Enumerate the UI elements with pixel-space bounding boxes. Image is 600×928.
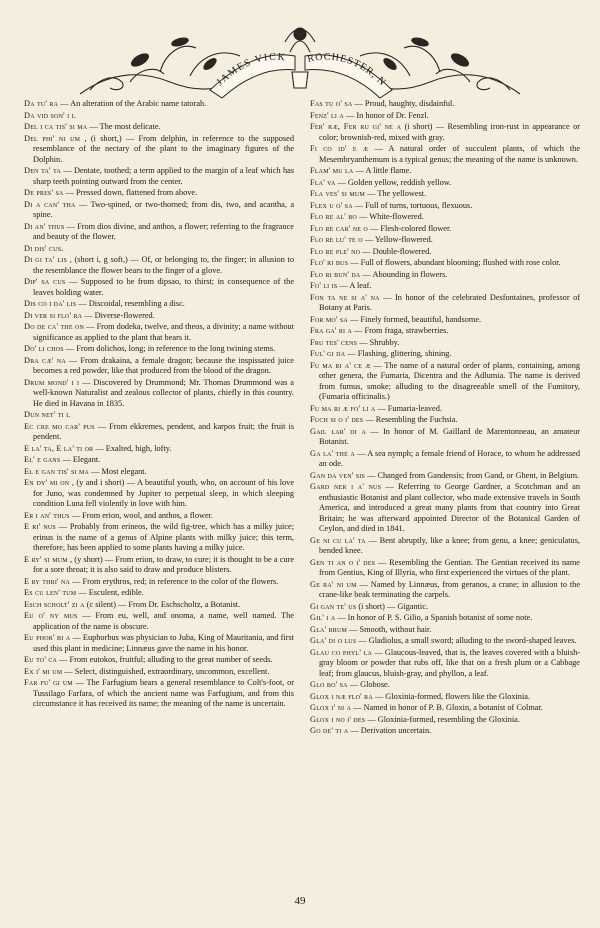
dictionary-entry: [310, 338, 580, 349]
entry-headword: Flam' mu la: [310, 166, 354, 175]
entry-definition: (i short) — Gigantic.: [358, 601, 428, 611]
dictionary-entry: [310, 715, 580, 726]
dictionary-entry: [24, 311, 294, 322]
entry-headword: Fon ta ne si a' na: [310, 292, 380, 302]
dictionary-entry: [24, 410, 294, 421]
dictionary-entry: [310, 224, 580, 235]
entry-headword: Glox i næ flo' ra: [310, 691, 373, 701]
entry-definition: — Fumaria-leaved.: [377, 403, 442, 413]
entry-definition: — Elegant.: [62, 455, 101, 464]
dictionary-entry: [24, 322, 294, 343]
entry-headword: Gi gan te' us: [310, 601, 357, 611]
entry-definition: — Full of flowers, abundant blooming; flushed with rose color.: [350, 258, 561, 267]
dictionary-entry: [310, 625, 580, 636]
dictionary-entry: [310, 648, 580, 680]
entry-headword: Di gi ta' lis: [24, 255, 68, 264]
entry-definition: — From drakaina, a female dragon; because the inspissated juice becomes a red powder, like that produced from the blood of the dragon.: [33, 355, 294, 375]
dictionary-entry: [24, 255, 294, 276]
dictionary-entry: [24, 422, 294, 443]
dictionary-entry: [310, 536, 580, 557]
right-column: [310, 99, 580, 879]
dictionary-entry: [310, 471, 580, 482]
dictionary-entry: [310, 613, 580, 624]
entry-headword: Ec cre mo car' pus: [24, 421, 95, 431]
entry-headword: Ga la' the a: [310, 448, 355, 458]
entry-headword: Gla' brum: [310, 624, 348, 634]
entry-headword: Fer' ræ, Fer ru gi' ne a: [310, 122, 402, 131]
entry-headword: Flo re lu' te o: [310, 235, 363, 244]
entry-headword: Glox i' ni a: [310, 703, 352, 712]
entry-headword: Dip' sa cus: [24, 277, 66, 286]
entry-headword: For mo' sa: [310, 314, 348, 324]
entry-headword: E ri' nus: [24, 522, 56, 531]
entry-headword: Gla' di o lus: [310, 636, 357, 645]
dictionary-entry: [24, 611, 294, 632]
entry-definition: — A sea nymph; a female friend of Horace, to whom he addressed an ode.: [319, 448, 581, 468]
entry-definition: — A natural order of succulent plants, of which the Mesembryanthemum is a typical genus; the meaning of the name is unknown.: [319, 144, 581, 164]
dictionary-entry: [310, 293, 580, 314]
dictionary-entry: [24, 99, 294, 110]
entry-definition: — From dios divine, and anthos, a flower; referring to the fragrance and beauty of the flower.: [33, 221, 294, 241]
dictionary-entry: [24, 467, 294, 478]
dictionary-entry: [310, 404, 580, 415]
dictionary-entry: [24, 444, 294, 455]
entry-headword: Fra ga' ri a: [310, 326, 353, 335]
header-left-word: JAMES VICK: [214, 51, 287, 89]
entry-definition: — Golden yellow, reddish yellow.: [337, 177, 452, 187]
page-number: 49: [294, 895, 306, 907]
entry-definition: — Gloxinia-formed, resembling the Gloxinia.: [367, 714, 520, 724]
entry-headword: Eu o' ny mus: [24, 611, 78, 620]
entry-definition: — From ekkremes, pendent, and karpos fruit; the fruit is pendent.: [33, 421, 295, 441]
entry-headword: Eu phor' bi a: [24, 633, 71, 642]
entry-headword: Glox i no i' des: [310, 714, 366, 724]
dictionary-entry: [24, 600, 294, 611]
dictionary-entry: [24, 222, 294, 243]
entry-definition: , (short i, g soft,) — Of, or belonging to, the finger; in allusion to the resemblance the flower bears to the finger of a glove.: [33, 255, 294, 275]
entry-definition: — The yellowest.: [367, 189, 427, 198]
entry-headword: Fla' va: [310, 177, 336, 187]
entry-headword: Gen ti an o i' des: [310, 557, 376, 567]
dictionary-entry: [24, 111, 294, 122]
entry-headword: Ge ni cu la' ta: [310, 535, 366, 545]
entry-definition: — Globose.: [349, 680, 390, 689]
dictionary-entry: [310, 427, 580, 448]
entry-definition: — A leaf.: [339, 281, 372, 290]
dictionary-entry: [310, 349, 580, 360]
entry-definition: — A little flame.: [355, 166, 412, 175]
entry-definition: — Probably from erineos, the wild fig-tree, which has a milky juice; erinus is the name of a genus of Alpine plants with milky juice; this term, therefore, has been applied to some plants having a milky juice.: [33, 522, 295, 552]
entry-definition: — Select, distinguished, extraordinary, uncommon, excellent.: [64, 666, 270, 676]
dictionary-entry: [24, 134, 294, 166]
entry-definition: — Discovered by Drummond; Mr. Thomas Drummond was a well-known Naturalist and zealous collector of plants, chiefly in this country. He died in Havana in 1835.: [33, 377, 294, 408]
dictionary-entry: [310, 178, 580, 189]
dictionary-entry: [310, 111, 580, 122]
entry-headword: Drum mond' i i: [24, 377, 80, 387]
entry-definition: — Glaucous-leaved, that is, the leaves covered with a bluish-gray bloom or powder that rubs off, like that on a fresh plum or a Cabbage leaf; from glaucus, bluish-gray, and phyllon, a leaf.: [319, 647, 580, 678]
entry-headword: E ry' si mum: [24, 554, 68, 564]
entry-definition: — Double-flowered.: [362, 246, 432, 256]
entry-definition: — Pressed down, flattened from above.: [65, 188, 198, 197]
entry-definition: — The most delicate.: [89, 122, 161, 131]
entry-definition: — Abounding in flowers.: [362, 269, 448, 279]
entry-definition: — In honor of Dr. Fenzl.: [346, 110, 429, 120]
dictionary-entry: [24, 478, 294, 510]
entry-definition: — Gloxinia-formed, flowers like the Gloxinia.: [374, 691, 531, 701]
entry-headword: Gil' i a: [310, 613, 336, 622]
entry-headword: Fu ma ri æ fo' li a: [310, 403, 376, 413]
entry-headword: Er i an' thus: [24, 510, 70, 520]
entry-headword: Go de' ti a: [310, 726, 349, 735]
entry-definition: — Shrubby.: [359, 337, 400, 347]
entry-definition: — In honor of P. S. Gilio, a Spanish botanist of some note.: [337, 613, 533, 622]
ornament-icon: [70, 12, 530, 108]
entry-headword: Ge ra' ni um: [310, 579, 357, 589]
entry-headword: Da vid son' i i.: [24, 110, 77, 120]
dictionary-entry: [310, 122, 580, 143]
entry-definition: — Smooth, without hair.: [349, 624, 432, 634]
entry-headword: Flo ri bun' da: [310, 269, 361, 279]
entry-headword: Gard ner i a' nus: [310, 482, 382, 491]
entry-definition: — Supposed to be from dipsao, to thirst; in consequence of the leaves holding water.: [33, 277, 295, 297]
entry-definition: — Esculent, edible.: [78, 588, 144, 597]
dictionary-entry: [310, 270, 580, 281]
entry-definition: — From dodeka, twelve, and theos, a divinity; a name without significance as applied to the plant that bears it.: [33, 322, 294, 342]
entry-headword: Esch scholt' zi a: [24, 599, 85, 609]
dictionary-entry: [24, 166, 294, 187]
dictionary-entry: [310, 201, 580, 212]
entry-headword: Glo bo' sa: [310, 680, 348, 689]
dictionary-entry: [310, 726, 580, 737]
dictionary-entry: [24, 522, 294, 554]
entry-definition: — Finely formed, beautiful, handsome.: [350, 314, 482, 324]
entry-headword: Flo' ri bus: [310, 258, 349, 267]
dictionary-entry: [24, 200, 294, 221]
entry-definition: — From erion, wool, and anthos, a flower.: [71, 510, 214, 520]
entry-definition: — Named by Linnæus, from geranos, a crane; in allusion to the crane-like beak terminating the carpels.: [319, 579, 581, 599]
entry-headword: En dy' mi on: [24, 478, 70, 487]
entry-definition: — Flesh-colored flower.: [370, 223, 452, 233]
entry-definition: — The Farfugium bears a general resemblance to Colt's-foot, or Tussilago Farfara, of which the ancient name was Farfugium, and from this circumstance it has received its name; the meaning of the name is uncertain.: [33, 678, 295, 708]
entry-headword: Fas tu o' sa: [310, 99, 353, 108]
entry-headword: El' e gans: [24, 455, 61, 464]
dictionary-entry: [310, 703, 580, 714]
entry-definition: — Most elegant.: [91, 466, 147, 476]
entry-headword: Fru tes' cens: [310, 337, 358, 347]
entry-definition: — Resembling the Gentian. The Gentian received its name from Gentius, King of Illyria, who first experienced the virtues of the plant.: [319, 557, 580, 577]
dictionary-entry: [310, 680, 580, 691]
entry-headword: Flo re ple' no: [310, 246, 361, 256]
entry-headword: Fu ma ri a' ce æ: [310, 360, 371, 370]
dictionary-entry: [24, 588, 294, 599]
entry-definition: , (i short,) — From delphin, in reference to the supposed resemblance of the nectary of the plant to the imaginary figures of the Dolphin.: [33, 133, 294, 164]
dictionary-entry: [24, 344, 294, 355]
dictionary-entry: [24, 655, 294, 666]
entry-headword: Di an' thus: [24, 221, 65, 231]
dictionary-entry: [310, 482, 580, 535]
dictionary-entry: [24, 188, 294, 199]
dictionary-entry: [310, 449, 580, 470]
entry-definition: — Bent abruptly, like a knee; from genu, a knee; geniculatus, bended knee.: [319, 535, 580, 555]
entry-headword: E la' ta, E la' ti or: [24, 443, 94, 453]
entry-definition: — Exalted, high, lofty.: [95, 443, 172, 453]
entry-definition: — Changed from Gandensis; from Gand, or Ghent, in Belgium.: [367, 470, 580, 480]
dictionary-entry: [24, 244, 294, 255]
entry-definition: , (y and i short) — A beautiful youth, who, on account of his love for Juno, was condemned by Jupiter to perpetual sleep, in which sleeping condition Luna fell violently in love with him.: [33, 478, 295, 508]
two-column-body: [24, 99, 580, 879]
entry-headword: Es cu len' tum: [24, 588, 77, 597]
dictionary-entry: [310, 99, 580, 110]
dictionary-entry: [310, 281, 580, 292]
entry-definition: — From eutokos, fruitful; alluding to the great number of seeds.: [59, 655, 273, 664]
dictionary-entry: [310, 144, 580, 165]
entry-headword: Glau co phyl' la: [310, 647, 372, 657]
dictionary-entry: [310, 212, 580, 223]
dictionary-entry: [310, 361, 580, 403]
entry-headword: Del i ca tis' si ma: [24, 122, 88, 131]
entry-definition: — Referring to George Gardner, a Scotchman and an enthusiastic Botanist and plant collector, who made extensive travels in South America, and introduced a great many plants from that country into Great Britain; he was afterward appointed Director of the Botanical Garden of Ceylon, and died in 1841.: [319, 482, 580, 533]
dictionary-entry: [310, 166, 580, 177]
entry-headword: Fenz' li a: [310, 110, 344, 120]
entry-definition: — Named in honor of P. B. Gloxin, a botanist of Colmar.: [353, 703, 543, 712]
entry-definition: — The name of a natural order of plants, containing, among other genera, the Fumaria, Dicentra and the Adlumia. The name is derived from fumus, smoke; alluding to the disagreeable smell of the Fumitory, (Fumaria officinalis.): [319, 360, 580, 401]
dictionary-entry: [24, 378, 294, 410]
entry-headword: Far fu' gi um: [24, 678, 73, 687]
entry-headword: Del phi' ni um: [24, 133, 81, 143]
dictionary-entry: [310, 258, 580, 269]
dictionary-entry: [24, 577, 294, 588]
entry-headword: Gan da ven' sis: [310, 470, 366, 480]
dictionary-entry: [24, 633, 294, 654]
entry-definition: — Full of turns, tortuous, flexuous.: [354, 200, 473, 210]
entry-headword: Di ver si flo' ra: [24, 310, 83, 320]
entry-headword: Dra cæ' na: [24, 355, 66, 365]
dictionary-entry: [24, 455, 294, 466]
dictionary-entry: [24, 678, 294, 710]
dictionary-entry: [310, 580, 580, 601]
entry-definition: — Discoidal, resembling a disc.: [78, 299, 185, 308]
entry-headword: Den ta' ta: [24, 166, 62, 175]
entry-definition: — Proud, haughty, disdainful.: [354, 99, 455, 108]
entry-headword: Flo re al' bo: [310, 212, 357, 221]
dictionary-entry: [24, 299, 294, 310]
entry-definition: — In honor of M. Gaillard de Marentonneau, an amateur Botanist.: [319, 426, 580, 446]
entry-definition: — Derivation uncertain.: [350, 726, 432, 735]
decorative-header-banner: [70, 12, 530, 108]
entry-headword: Di a can' tha: [24, 199, 76, 209]
entry-headword: El e gan tis' si ma: [24, 466, 90, 476]
entry-headword: De pres' sa: [24, 188, 64, 197]
entry-definition: — Diverse-flowered.: [84, 310, 155, 320]
dictionary-entry: [24, 356, 294, 377]
entry-headword: Do de ca' the on: [24, 322, 85, 331]
entry-definition: — Resembling the Fuchsia.: [365, 415, 458, 424]
entry-headword: E ry thri' na: [24, 576, 71, 586]
entry-definition: — Flashing, glittering, shining.: [347, 349, 452, 358]
entry-definition: — From dolichos, long; in reference to the long twining stems.: [65, 344, 276, 353]
entry-definition: — In honor of the celebrated Desfontaines, professor of Botany at Paris.: [319, 292, 580, 312]
dictionary-entry: [310, 692, 580, 703]
entry-definition: — Dentate, toothed; a term applied to the margin of a leaf which has sharp teeth pointing outward from the center.: [33, 166, 295, 186]
entry-definition: — From fraga, strawberries.: [354, 326, 449, 335]
dictionary-entry: [310, 326, 580, 337]
entry-definition: (i short) — Resembling iron-rust in appearance or color; brownish-red, mixed with gray.: [319, 122, 580, 142]
entry-definition: (c silent) — From Dr. Eschscholtz, a Botanist.: [86, 599, 241, 609]
entry-headword: Flo re car' ne o: [310, 223, 368, 233]
entry-definition: — Yellow-flowered.: [364, 235, 433, 244]
dictionary-entry: [24, 667, 294, 678]
dictionary-entry: [310, 315, 580, 326]
dictionary-entry: [24, 122, 294, 133]
dictionary-entry: [310, 415, 580, 426]
dictionary-entry: [310, 235, 580, 246]
dictionary-entry: [310, 636, 580, 647]
entry-definition: — An alteration of the Arabic name tatorah.: [60, 99, 207, 108]
entry-definition: — Gladiolus, a small sword; alluding to the sword-shaped leaves.: [358, 636, 577, 645]
entry-headword: Ex i' mi um: [24, 666, 63, 676]
dictionary-entry: [310, 558, 580, 579]
dictionary-entry: [310, 602, 580, 613]
entry-headword: Do' li chos: [24, 344, 64, 353]
entry-headword: Fuch si o i' des: [310, 415, 364, 424]
entry-definition: — From erythros, red; in reference to the color of the flowers.: [72, 576, 279, 586]
entry-definition: — Euphorbus was physician to Juba, King of Mauritania, and first used this plant in medicine; Linnæus gave the name in his honor.: [33, 633, 294, 653]
entry-definition: , (y short) — From erion, to draw, to cure; it is thought to be a cure for a sore throat; it is also said to draw and produce blisters.: [33, 554, 295, 574]
left-column: [24, 99, 294, 879]
entry-definition: — From eu, well, and onoma, a name, well named. The application of the name is obscure.: [33, 611, 294, 631]
dictionary-entry: [24, 277, 294, 298]
entry-headword: Flex u o' sa: [310, 200, 353, 210]
entry-headword: Di dis' cus.: [24, 243, 64, 253]
entry-definition: — Two-spined, or two-thorned; from dis, two, and acantha, a spine.: [33, 199, 295, 219]
dictionary-entry: [310, 247, 580, 258]
entry-headword: Fo' li is: [310, 281, 338, 290]
entry-headword: Dis co i da' lis: [24, 299, 77, 308]
entry-headword: Fi co id' e æ: [310, 144, 369, 153]
entry-headword: Dun net' ti i.: [24, 410, 71, 419]
entry-headword: Fla ves' si mum: [310, 189, 366, 198]
entry-definition: — White-flowered.: [359, 212, 424, 221]
dictionary-entry: [24, 511, 294, 522]
entry-headword: Eu to' ca: [24, 655, 58, 664]
entry-headword: Gail lar' di a: [310, 426, 366, 436]
entry-headword: Ful' gi da: [310, 349, 346, 358]
header-right-word: ROCHESTER, N: [306, 51, 389, 89]
entry-headword: Da tu' ra: [24, 99, 59, 108]
dictionary-entry: [24, 555, 294, 576]
dictionary-entry: [310, 189, 580, 200]
